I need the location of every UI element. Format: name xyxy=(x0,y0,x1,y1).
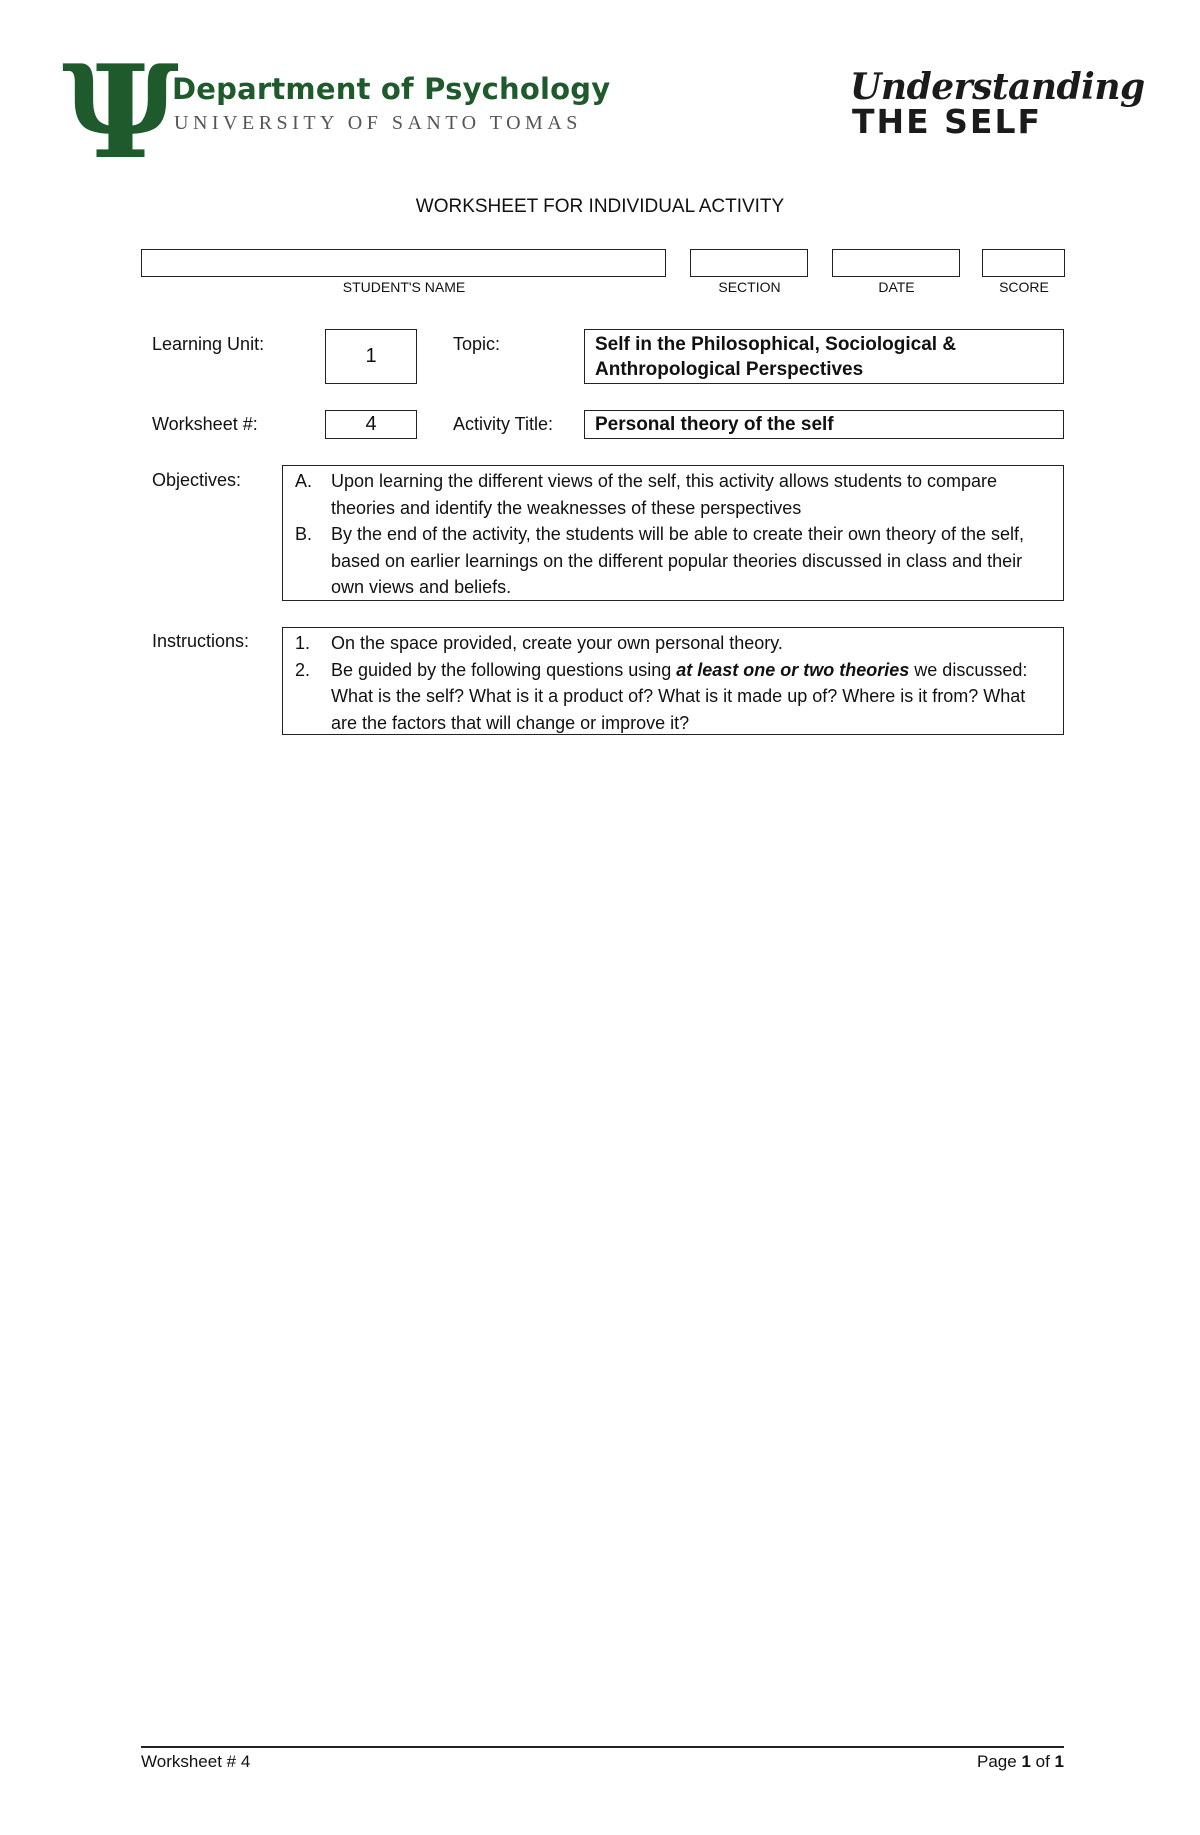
activity-title-label: Activity Title: xyxy=(453,414,554,434)
section-label: SECTION xyxy=(718,279,781,295)
instruction-item xyxy=(293,630,1053,657)
date-label: DATE xyxy=(878,279,915,295)
course-logo-line1: Understanding xyxy=(850,66,1145,108)
activity-title-value: Personal theory of the self xyxy=(584,410,1064,439)
footer-worksheet-number: Worksheet # 4 xyxy=(141,1752,251,1771)
objective-marker: B. xyxy=(295,524,313,544)
psi-logo-icon: Ψ xyxy=(62,38,179,188)
page-word: Page xyxy=(977,1752,1022,1771)
objective-marker: A. xyxy=(295,471,313,491)
page-total: 1 xyxy=(1054,1752,1064,1771)
university-name: UNIVERSITY OF SANTO TOMAS xyxy=(174,112,582,134)
section-field[interactable] xyxy=(690,249,808,277)
score-label: SCORE xyxy=(999,279,1049,295)
topic-box xyxy=(584,329,1064,384)
objective-text: Upon learning the different views of the self, this activity allows students to compare theories and identify the weaknesses of these perspectives xyxy=(331,471,998,518)
of-word: of xyxy=(1030,1752,1055,1771)
instructions-box xyxy=(282,627,1064,735)
footer-divider xyxy=(141,1746,1064,1748)
instruction-text-end: we discussed: What is the self? What is it a product of? What is it made up of? Where is it from? What are the factors that will change or improve it? xyxy=(331,659,1028,733)
instruction-text xyxy=(331,657,1053,737)
score-field[interactable] xyxy=(982,249,1065,277)
instruction-marker: 2. xyxy=(295,659,311,680)
worksheet-title: WORKSHEET FOR INDIVIDUAL ACTIVITY xyxy=(415,196,785,217)
instruction-text-start: Be guided by the following questions using xyxy=(331,659,677,680)
instruction-marker: 1. xyxy=(295,633,311,653)
student-name-label: STUDENT'S NAME xyxy=(342,279,466,295)
topic-label: Topic: xyxy=(453,334,501,354)
worksheet-number-label: Worksheet #: xyxy=(152,414,258,434)
objective-text: By the end of the activity, the students will be able to create their own theory of the self, based on earlier learnings on the different popular theories discussed in class and their own views and beliefs. xyxy=(331,524,1025,597)
objective-item xyxy=(293,521,1053,601)
course-logo-line2: THE SELF xyxy=(852,102,1043,141)
page-current: 1 xyxy=(1021,1752,1031,1771)
learning-unit-value: 1 xyxy=(325,329,417,384)
objectives-label: Objectives: xyxy=(152,470,242,490)
topic-line2: Anthropological Perspectives xyxy=(595,359,864,380)
instruction-emphasis: at least one or two theories xyxy=(676,659,910,680)
instruction-item xyxy=(293,657,1053,737)
instructions-label: Instructions: xyxy=(152,631,250,651)
learning-unit-label: Learning Unit: xyxy=(152,334,265,354)
student-name-field[interactable] xyxy=(141,249,666,277)
topic-line1: Self in the Philosophical, Sociological & xyxy=(595,334,957,355)
department-name: Department of Psychology xyxy=(172,72,611,106)
objectives-box xyxy=(282,465,1064,601)
date-field[interactable] xyxy=(832,249,960,277)
footer-page-number xyxy=(977,1752,1064,1772)
objective-item xyxy=(293,468,1053,521)
instruction-text: On the space provided, create your own personal theory. xyxy=(331,633,783,653)
worksheet-number-value: 4 xyxy=(325,410,417,439)
